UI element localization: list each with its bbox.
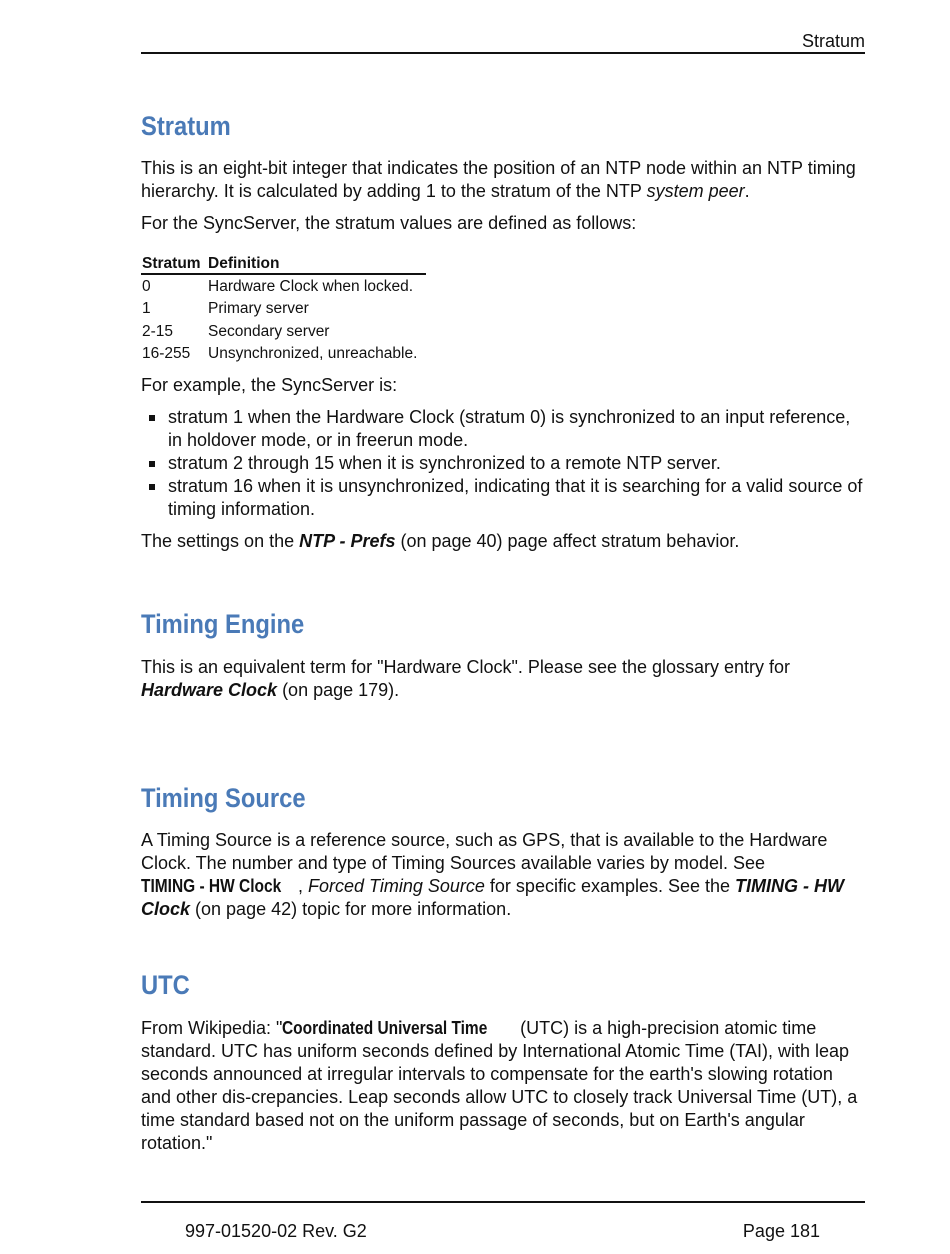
list-item [141,475,867,521]
square-bullet-icon [149,415,155,421]
forced-timing-source-term: Forced Timing Source [308,876,485,897]
table-cell-stratum: 2-15 [142,322,174,340]
square-bullet-icon [149,461,155,467]
list-item-text: stratum 1 when the Hardware Clock (stratum 0) is synchronized to an input reference, in holdover mode, or in freerun mode. [168,407,851,451]
ntp-prefs-link[interactable]: NTP - Prefs [299,531,396,552]
section-heading-timing-source: Timing Source [141,782,306,813]
timing-source-text-d: (on page 42) topic for more information. [190,899,512,920]
timing-engine-text-a: This is an equivalent term for "Hardware Clock". Please see the glossary entry for [141,656,791,677]
table-cell-definition: Primary server [208,300,309,318]
table-cell-definition: Secondary server [208,322,330,340]
stratum-para4-text-b: (on page 40) page affect stratum behavior. [395,531,740,552]
list-item [141,406,867,452]
square-bullet-icon [149,484,155,490]
stratum-paragraph-2: For the SyncServer, the stratum values are defined as follows: [141,213,637,234]
table-cell-definition: Unsynchronized, unreachable. [208,345,418,363]
hardware-clock-link[interactable]: Hardware Clock [141,679,278,700]
list-item-text: stratum 2 through 15 when it is synchronized to a remote NTP server. [168,453,721,474]
stratum-paragraph-1 [141,157,867,203]
footer-page-number: Page 181 [742,1221,820,1241]
utc-text-b: (UTC) is a high-precision atomic time standard. UTC has uniform seconds defined by International Atomic Time (TAI), with leap seconds announced at irregular intervals to compensate for the earth's slowing rotation and other dis-crepancies. Leap seconds allow UTC to closely track Universal Time (UT), a time standard based not on the uniform passage of seconds, but on Earth's angular rotation." [141,1017,858,1153]
section-heading-utc: UTC [141,970,190,1001]
table-header-row [141,251,426,274]
table-row [141,320,426,343]
table-cell-stratum: 16-255 [142,345,191,363]
timing-source-text-b: , [298,876,309,897]
utc-text-a: From Wikipedia: " [141,1017,283,1038]
stratum-para1-text-b: . [744,181,750,202]
list-item-text: stratum 16 when it is unsynchronized, indicating that it is searching for a valid source of timing information. [168,476,863,520]
table-header-stratum: Stratum [141,251,204,274]
stratum-definition-table [141,251,426,365]
timing-hw-clock-link[interactable]: TIMING - HW Clock [141,876,845,920]
timing-source-paragraph [141,829,867,921]
section-heading-stratum: Stratum [141,111,231,141]
list-item [141,452,867,475]
timing-source-text-c: for specific examples. See the [484,876,736,897]
timing-engine-paragraph [141,656,867,702]
coordinated-universal-time-ref[interactable]: Coordinated Universal Time [282,1017,488,1038]
stratum-paragraph-3: For example, the SyncServer is: [141,375,398,396]
table-header-definition: Definition [204,251,426,274]
table-cell-stratum: 0 [142,277,151,295]
table-cell-stratum: 1 [142,300,151,318]
header-rule [141,52,865,54]
system-peer-term: system peer [646,181,745,202]
utc-paragraph [141,1017,867,1155]
stratum-para4-text-a: The settings on the [141,531,300,552]
stratum-para1-text-a: This is an eight-bit integer that indicates the position of an NTP node within an NTP timing hierarchy. It is calculated by adding 1 to the stratum of the NTP [141,158,856,202]
table-row [141,274,426,298]
footer-rule [141,1201,865,1203]
footer-doc-number: 997-01520-02 Rev. G2 [185,1221,367,1241]
table-cell-definition: Hardware Clock when locked. [208,277,414,295]
timing-source-text-a: A Timing Source is a reference source, such as GPS, that is available to the Hardware Clock. The number and type of Timing Sources available varies by model. See [141,830,828,874]
timing-hw-clock-ref[interactable]: TIMING - HW Clock [141,876,282,897]
table-row [141,298,426,321]
timing-engine-text-b: (on page 179). [277,679,400,700]
page-content [141,110,867,1155]
table-row [141,343,426,366]
stratum-paragraph-4 [141,530,867,553]
running-header: Stratum [801,31,865,51]
stratum-bullet-list [141,406,867,521]
section-heading-timing-engine: Timing Engine [141,609,305,640]
